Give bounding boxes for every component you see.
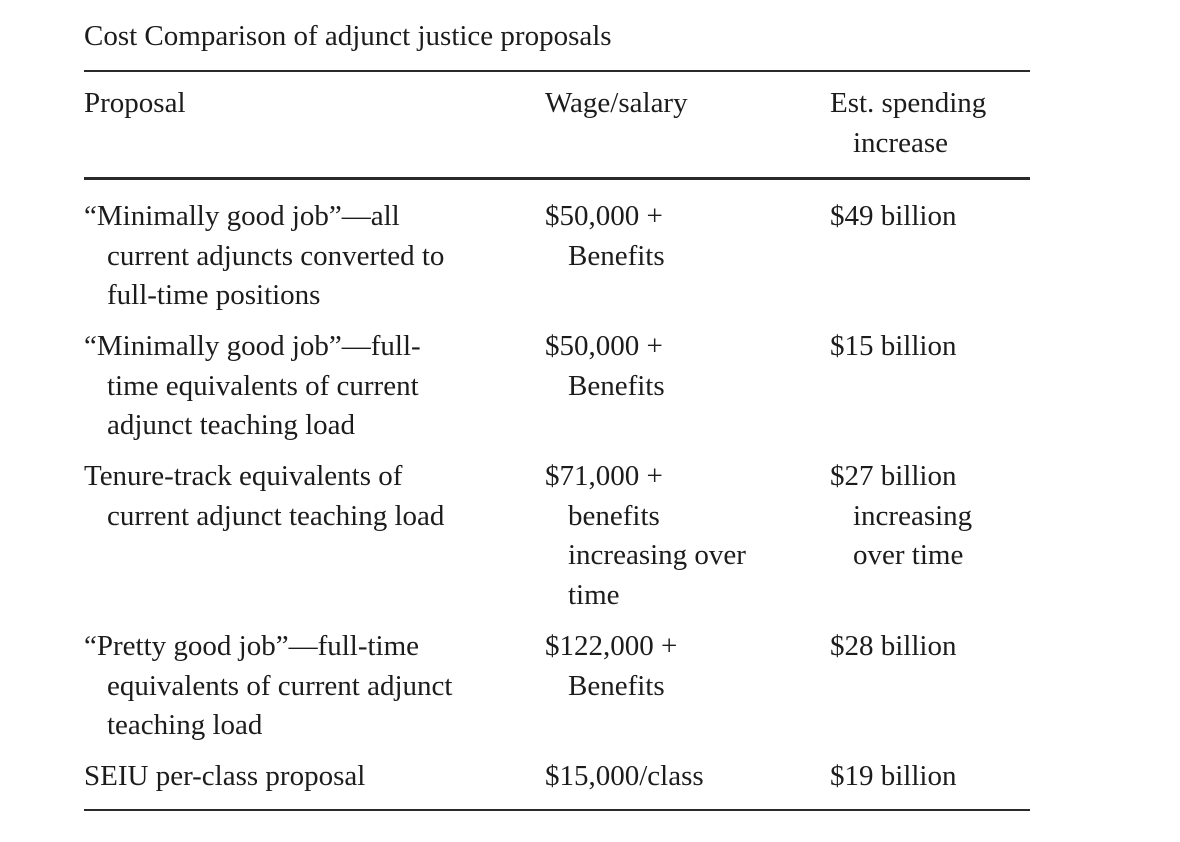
cell-line: $50,000 + [545, 330, 663, 362]
cell-line: $50,000 + [545, 200, 663, 232]
cell-line: benefits [568, 499, 660, 532]
table-caption: Cost Comparison of adjunct justice proposals [84, 20, 612, 52]
cell-line: over time [853, 539, 964, 571]
cell-line: “Minimally good job”—full- [84, 330, 421, 362]
cell-line: $19 billion [830, 760, 957, 792]
bottom-rule [84, 809, 1030, 811]
row-5-spending [830, 757, 1030, 797]
cell-line: $15,000/class [545, 760, 704, 792]
row-1-wage [545, 197, 805, 276]
cell-line: “Minimally good job”—all [84, 200, 400, 232]
row-1-spending [830, 197, 1030, 237]
row-2-proposal [84, 327, 529, 446]
cell-line: time [568, 578, 620, 611]
cell-line: Benefits [568, 369, 665, 402]
cell-line: $122,000 + [545, 630, 678, 662]
cell-line: $71,000 + [545, 460, 663, 492]
header-rule [84, 177, 1030, 180]
top-rule [84, 70, 1030, 72]
header-proposal: Proposal [84, 87, 186, 119]
cell-line: increasing over [568, 539, 746, 571]
row-4-proposal [84, 627, 529, 746]
cell-line: teaching load [107, 709, 263, 741]
header-est-spending-line: increase [853, 126, 948, 159]
cell-line: SEIU per-class proposal [84, 760, 366, 792]
cell-line: current adjuncts converted to [107, 239, 445, 272]
row-2-spending [830, 327, 1030, 367]
header-wage-salary: Wage/salary [545, 87, 688, 119]
header-est-spending-line: Est. spending [830, 87, 987, 119]
row-5-wage [545, 757, 805, 797]
row-4-wage [545, 627, 805, 706]
row-1-proposal [84, 197, 529, 316]
cell-line: Benefits [568, 669, 665, 702]
row-3-wage [545, 457, 805, 615]
row-2-wage [545, 327, 805, 406]
cell-line: equivalents of current adjunct [107, 669, 453, 702]
cell-line: $28 billion [830, 630, 957, 662]
cell-line: time equivalents of current [107, 369, 419, 402]
cell-line: current adjunct teaching load [107, 499, 445, 532]
cell-line: increasing [853, 499, 973, 532]
cell-line: $15 billion [830, 330, 957, 362]
row-5-proposal [84, 757, 529, 797]
cell-line: $49 billion [830, 200, 957, 232]
cell-line: $27 billion [830, 460, 957, 492]
header-est-spending [830, 84, 1030, 163]
cell-line: Tenure-track equivalents of [84, 460, 403, 492]
cell-line: adjunct teaching load [107, 409, 356, 441]
cell-line: full-time positions [107, 279, 321, 311]
cell-line: Benefits [568, 239, 665, 272]
row-3-spending [830, 457, 1030, 576]
row-4-spending [830, 627, 1030, 667]
cell-line: “Pretty good job”—full-time [84, 630, 420, 662]
row-3-proposal [84, 457, 529, 536]
